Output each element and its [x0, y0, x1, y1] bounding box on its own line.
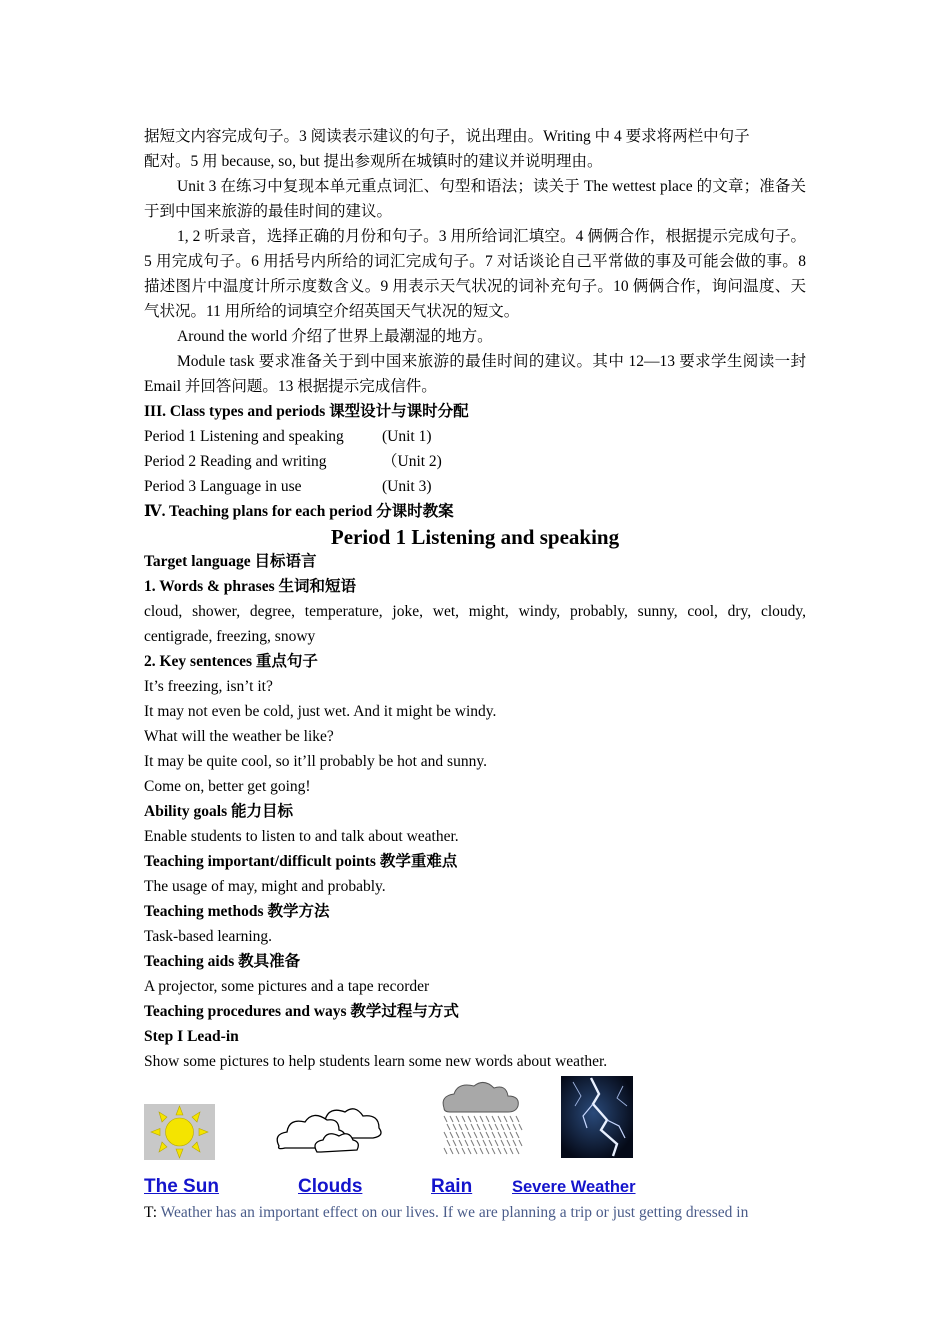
teacher-line [144, 1200, 806, 1225]
document-page [144, 124, 806, 1225]
unit3-paragraph: Unit 3 在练习中复现本单元重点词汇、句型和语法；读关于 The wettest place 的文章；准备关于到中国来旅游的最佳时间的建议。 [144, 178, 806, 220]
subheading: Teaching important/difficult points 教学重难点 [144, 853, 458, 870]
body-text: The usage of may, might and probably. [144, 878, 386, 895]
intro-line: 据短文内容完成句子。3 阅读表示建议的句子，说出理由。Writing 中 4 要求将两栏中句子 [144, 128, 750, 145]
period-unit: (Unit 1) [382, 428, 432, 445]
clouds-icon [275, 1096, 385, 1154]
key-sentence: It may be quite cool, so it’ll probably be hot and sunny. [144, 753, 487, 770]
subheading: Target language 目标语言 [144, 553, 317, 570]
key-sentence: It may not even be cold, just wet. And it might be windy. [144, 703, 497, 720]
subheading: Teaching procedures and ways 教学过程与方式 [144, 1003, 459, 1020]
body-text: Show some pictures to help students learn some new words about weather. [144, 1053, 608, 1070]
rain-drops [444, 1116, 522, 1154]
teacher-label: T: [144, 1204, 158, 1221]
period-row [144, 449, 806, 474]
rain-link[interactable]: Rain [431, 1176, 473, 1197]
step-heading: Step I Lead-in [144, 1028, 239, 1045]
exercises-paragraph: 1, 2 听录音，选择正确的月份和句子。3 用所给词汇填空。4 俩俩合作，根据提示完成句子。5 用完成句子。6 用括号内所给的词汇完成句子。7 对话谈论自己平常做的事及可能会做的事。8 描述图片中温度计所示度数含义。9 用表示天气状况的词补充句子。10 俩俩合作，询问温度、天气状况。11 用所给的词填空介绍英国天气状况的短文。 [144, 228, 806, 320]
period-unit: (Unit 3) [382, 478, 432, 495]
period-name: Period 2 Reading and writing [144, 453, 327, 470]
period-name: Period 3 Language in use [144, 478, 302, 495]
around-world-paragraph: Around the world 介绍了世界上最潮湿的地方。 [177, 328, 493, 345]
clouds-link[interactable]: Clouds [298, 1176, 363, 1197]
weather-pictures [144, 1076, 806, 1176]
period-row [144, 424, 806, 449]
body-text: A projector, some pictures and a tape recorder [144, 978, 430, 995]
key-sentence: Come on, better get going! [144, 778, 311, 795]
teacher-text: Weather has an important effect on our lives. If we are planning a trip or just getting dressed in [157, 1204, 749, 1221]
subheading: Teaching methods 教学方法 [144, 903, 330, 920]
key-sentence: It’s freezing, isn’t it? [144, 678, 273, 695]
section-heading: III. Class types and periods 课型设计与课时分配 [144, 403, 469, 420]
period-title: Period 1 Listening and speaking [330, 525, 620, 549]
body-text: Enable students to listen to and talk about weather. [144, 828, 459, 845]
word-list: cloud, shower, degree, temperature, joke, wet, might, windy, probably, sunny, cool, dry, cloudy, centigrade, freezing, snowy [144, 603, 806, 645]
lightning-icon [561, 1076, 633, 1158]
weather-captions [144, 1176, 806, 1200]
period-unit: （Unit 2) [382, 453, 442, 470]
severe-weather-link[interactable]: Severe Weather [512, 1178, 636, 1196]
period-row [144, 474, 806, 499]
section-heading: Ⅳ. Teaching plans for each period 分课时教案 [144, 503, 454, 520]
body-text: Task-based learning. [144, 928, 273, 945]
subheading: 2. Key sentences 重点句子 [144, 653, 318, 670]
subheading: Teaching aids 教具准备 [144, 953, 301, 970]
intro-line: 配对。5 用 because, so, but 提出参观所在城镇时的建议并说明理由。 [144, 153, 603, 170]
module-task-paragraph: Module task 要求准备关于到中国来旅游的最佳时间的建议。其中 12—13 要求学生阅读一封 Email 并回答问题。13 根据提示完成信件。 [144, 353, 806, 395]
rain-icon [438, 1080, 528, 1156]
subheading: Ability goals 能力目标 [144, 803, 293, 820]
the-sun-link[interactable]: The Sun [144, 1176, 219, 1197]
period-name: Period 1 Listening and speaking [144, 428, 344, 445]
subheading: 1. Words & phrases 生词和短语 [144, 578, 356, 595]
sun-icon [144, 1104, 215, 1160]
key-sentence: What will the weather be like? [144, 728, 334, 745]
